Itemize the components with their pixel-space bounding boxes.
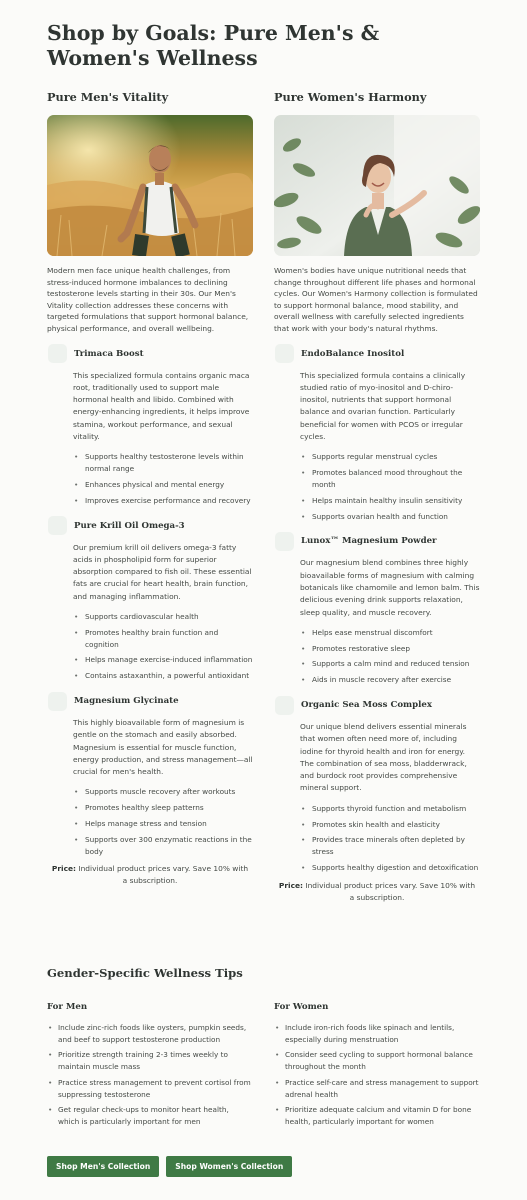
benefit-item: • Supports over 300 enzymatic reactions in the body xyxy=(73,834,253,858)
woman-plants-image xyxy=(274,115,480,256)
product-description: This specialized formula contains a clinically studied ratio of myo-inositol and D-chiro-inositol, nutrients that support hormonal balance and ovarian function. Particularly beneficial for women with PCOS or irregular cycles. xyxy=(300,370,466,442)
benefit-item: • Supports cardiovascular health xyxy=(73,611,253,623)
benefits-list xyxy=(300,627,480,686)
product-name: EndoBalance Inositol xyxy=(301,348,405,359)
product-description: Our magnesium blend combines three highly bioavailable forms of magnesium with calming botanicals like chamomile and lemon balm. This delicious evening drink supports relaxation, sleep quality, and muscle recovery. xyxy=(300,558,480,617)
benefit-item: • Provides trace minerals often depleted by stress xyxy=(300,834,480,858)
shop-mens-collection-button[interactable]: Shop Men's Collection xyxy=(47,1156,159,1177)
tip-item: • Get regular check-ups to monitor heart health, which is particularly important for men xyxy=(47,1104,252,1127)
product-name: Trimaca Boost xyxy=(74,348,144,359)
product-name: Magnesium Glycinate xyxy=(74,696,179,706)
tip-item: • Include iron-rich foods like spinach and lentils, especially during menstruation xyxy=(274,1022,479,1045)
benefit-item: • Promotes healthy brain function and cognition xyxy=(73,627,253,651)
men-column xyxy=(47,90,253,887)
tips-heading: Gender-Specific Wellness Tips xyxy=(47,966,243,980)
product-icon xyxy=(275,696,294,715)
benefit-item: • Supports healthy testosterone levels within normal range xyxy=(73,451,253,475)
price-label: Price: xyxy=(278,880,304,890)
benefit-item: • Improves exercise performance and recovery xyxy=(73,495,253,507)
price-text: Individual product prices vary. Save 10% with a subscription. xyxy=(305,880,476,902)
shop-buttons xyxy=(47,1156,292,1177)
benefit-item: • Supports healthy digestion and detoxification xyxy=(300,862,480,874)
women-price-note xyxy=(274,880,480,904)
benefit-item: • Supports thyroid function and metabolism xyxy=(300,803,480,815)
price-label: Price: xyxy=(51,864,77,874)
product-description: This specialized formula contains organic maca root, traditionally used to support male hormonal health and libido. Combined with energy-enhancing ingredients, it helps improve stamina, workout performance, and sexual vitality. xyxy=(73,370,250,442)
tips-women-title: For Women xyxy=(274,1002,329,1012)
tip-item: • Prioritize strength training 2-3 times weekly to maintain muscle mass xyxy=(47,1049,252,1072)
benefit-item: • Promotes healthy sleep patterns xyxy=(73,802,253,814)
tips-men-list xyxy=(47,1022,252,1128)
product-description: Our premium krill oil delivers omega-3 fatty acids in phospholipid form for superior absorption compared to fish oil. These essential fats are crucial for heart health, brain function, and managing inflammation. xyxy=(73,542,252,601)
product-magnesium-glycinate xyxy=(47,692,253,857)
women-photo xyxy=(274,115,480,256)
benefit-item: • Aids in muscle recovery after exercise xyxy=(300,674,480,686)
product-icon xyxy=(275,344,294,363)
product-icon xyxy=(275,532,294,551)
men-heading: Pure Men's Vitality xyxy=(47,90,169,104)
tips-men-title: For Men xyxy=(47,1002,88,1012)
benefit-item: • Helps manage stress and tension xyxy=(73,818,253,830)
tip-item: • Consider seed cycling to support hormonal balance throughout the month xyxy=(274,1049,479,1072)
product-description: Our unique blend delivers essential minerals that women often need more of, including iodine for thyroid health and iron for energy. The combination of sea moss, bladderwrack, and burdock root provides comprehensive mineral support. xyxy=(300,722,467,793)
product-icon xyxy=(48,344,67,363)
benefits-list xyxy=(300,451,480,522)
page-title: Shop by Goals: Pure Men's & Women's Wellness xyxy=(47,21,380,70)
product-description: This highly bioavailable form of magnesium is gentle on the stomach and easily absorbed. Magnesium is essential for muscle function, energy production, and stress management—all crucial for men's health. xyxy=(73,718,253,777)
benefits-list xyxy=(73,451,253,506)
benefit-item: • Helps ease menstrual discomfort xyxy=(300,627,480,639)
product-icon xyxy=(48,692,67,711)
tips-women-list xyxy=(274,1022,479,1128)
tips-women xyxy=(274,1002,479,1132)
wellness-tips-section xyxy=(47,966,487,1126)
product-krill-oil xyxy=(47,517,253,682)
tip-item: • Practice self-care and stress management to support adrenal health xyxy=(274,1077,479,1100)
women-column xyxy=(274,90,480,904)
man-running-image xyxy=(47,115,253,256)
price-text: Individual product prices vary. Save 10% with a subscription. xyxy=(78,864,249,886)
benefit-item: • Supports muscle recovery after workouts xyxy=(73,786,253,798)
product-name: Lunox™ Magnesium Powder xyxy=(301,536,437,547)
women-heading: Pure Women's Harmony xyxy=(274,90,427,104)
product-trimaca-boost xyxy=(47,345,253,507)
benefit-item: • Supports ovarian health and function xyxy=(300,511,480,523)
benefit-item: • Helps manage exercise-induced inflammation xyxy=(73,654,253,666)
product-icon xyxy=(48,516,67,535)
men-photo xyxy=(47,115,253,256)
tip-item: • Include zinc-rich foods like oysters, pumpkin seeds, and beef to support testosterone production xyxy=(47,1022,252,1045)
men-price-note xyxy=(47,863,253,887)
product-sea-moss xyxy=(274,696,480,874)
benefits-list xyxy=(73,786,253,857)
product-endobalance xyxy=(274,345,480,523)
benefit-item: • Supports a calm mind and reduced tension xyxy=(300,658,480,670)
benefits-list xyxy=(300,803,480,874)
benefit-item: • Contains astaxanthin, a powerful antioxidant xyxy=(73,670,253,682)
benefit-item: • Enhances physical and mental energy xyxy=(73,479,253,491)
product-lunox-magnesium xyxy=(274,532,480,686)
women-intro: Women's bodies have unique nutritional needs that change throughout different life phases and hormonal cycles. Our Women's Harmony collection is formulated to support hormonal balance, mood stability, and overall wellness with carefully selected ingredients that work with your body's natural rhythms. xyxy=(274,266,478,333)
shop-womens-collection-button[interactable]: Shop Women's Collection xyxy=(166,1156,292,1177)
benefit-item: • Promotes skin health and elasticity xyxy=(300,819,480,831)
benefits-list xyxy=(73,611,253,682)
product-name: Pure Krill Oil Omega-3 xyxy=(74,520,185,531)
benefit-item: • Supports regular menstrual cycles xyxy=(300,451,480,463)
tip-item: • Practice stress management to prevent cortisol from suppressing testosterone xyxy=(47,1077,252,1100)
tip-item: • Prioritize adequate calcium and vitamin D for bone health, particularly important for women xyxy=(274,1104,479,1127)
benefit-item: • Promotes restorative sleep xyxy=(300,643,480,655)
tips-men xyxy=(47,1002,252,1132)
men-intro: Modern men face unique health challenges, from stress-induced hormone imbalances to declining testosterone levels starting in their 30s. Our Men's Vitality collection addresses these concerns with targeted formulations that support hormonal balance, physical performance, and overall wellbeing. xyxy=(47,266,249,333)
benefit-item: • Helps maintain healthy insulin sensitivity xyxy=(300,495,480,507)
product-name: Organic Sea Moss Complex xyxy=(301,700,433,710)
benefit-item: • Promotes balanced mood throughout the month xyxy=(300,467,480,491)
